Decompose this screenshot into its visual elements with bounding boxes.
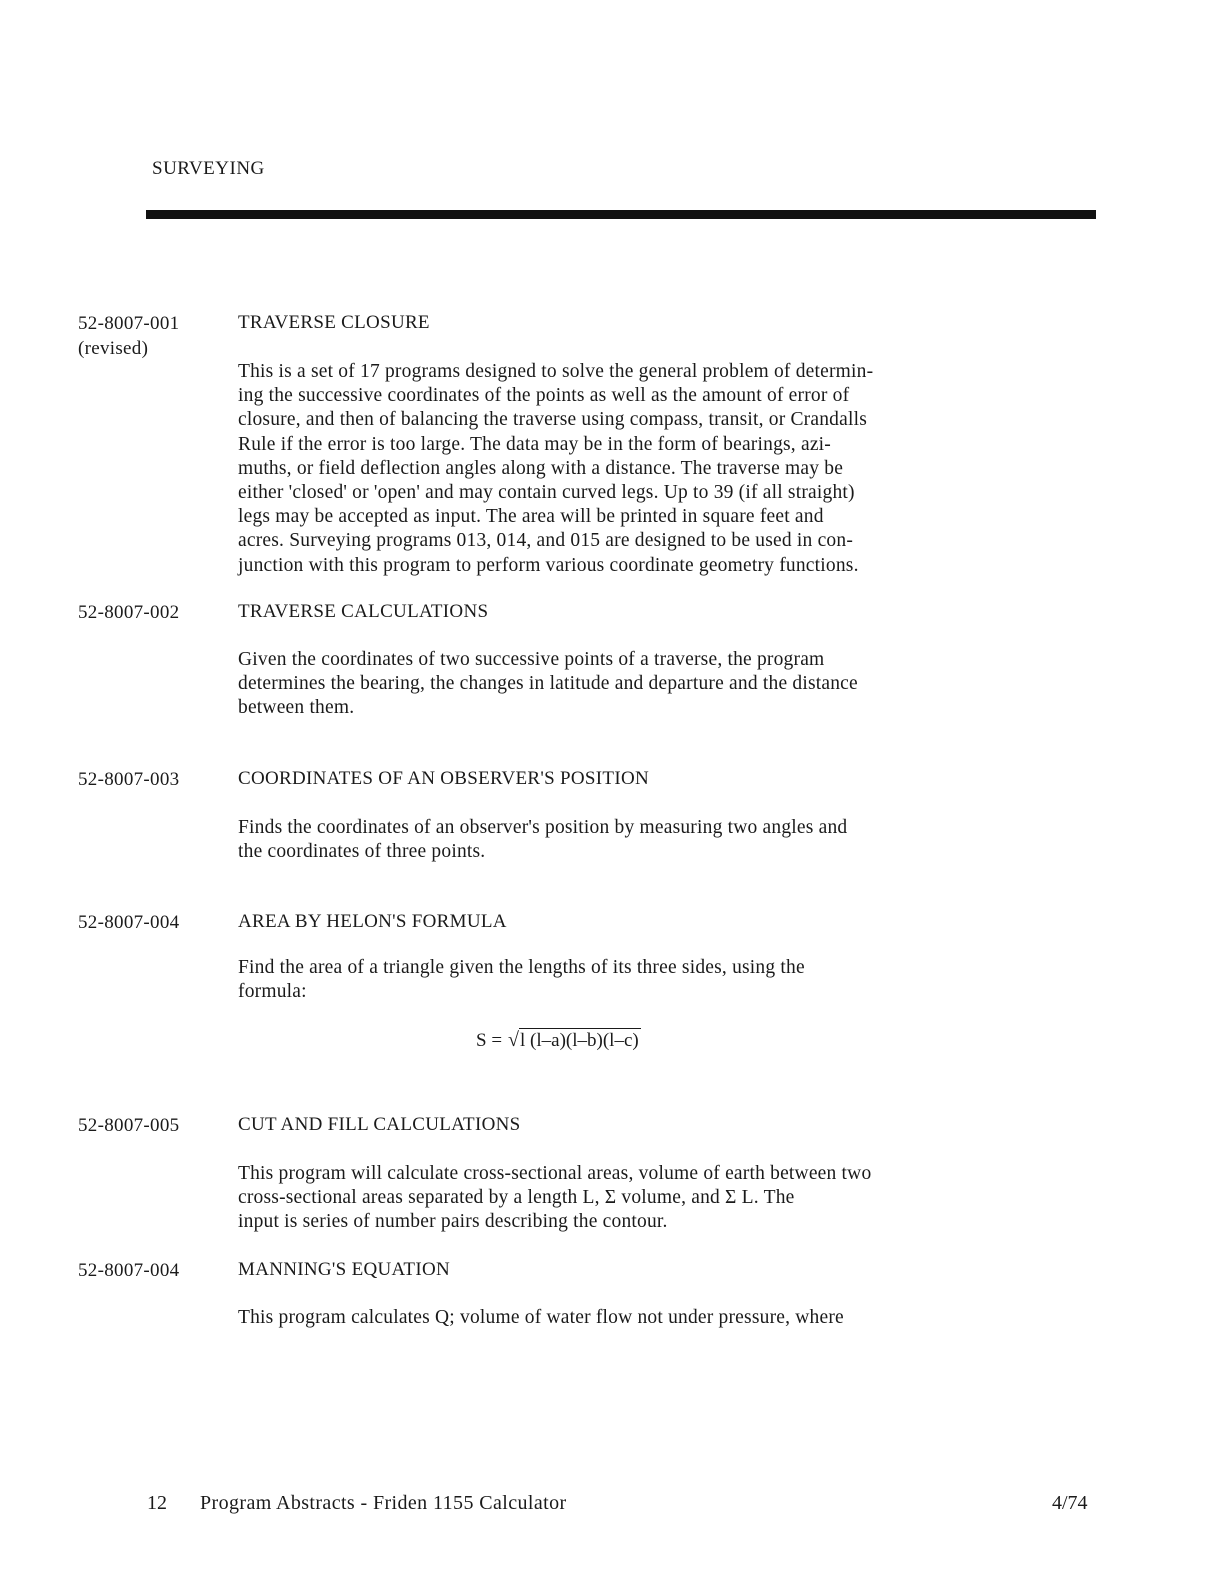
formula-lhs: S =	[476, 1030, 503, 1051]
entry-id: 52-8007-005	[78, 1115, 180, 1136]
entry-title: TRAVERSE CLOSURE	[238, 312, 430, 333]
entry-body: This program calculates Q; volume of water flow not under pressure, where	[238, 1307, 844, 1328]
entry-body: Finds the coordinates of an observer's position by measuring two angles and the coordinates of three points.	[238, 817, 848, 863]
entry-title: CUT AND FILL CALCULATIONS	[238, 1114, 521, 1135]
formula-radical-sign: √	[508, 1029, 520, 1051]
footer-publication-title: Program Abstracts - Friden 1155 Calculator	[200, 1492, 567, 1514]
heron-formula	[476, 1028, 641, 1052]
footer-date: 4/74	[1052, 1492, 1088, 1514]
entry-body: This program will calculate cross-sectional areas, volume of earth between two cross-sectional areas separated by a length L, Σ volume, and Σ L. The input is series of number pairs describing the contour.	[238, 1163, 872, 1233]
footer-page-number: 12	[147, 1492, 167, 1514]
entry-id: 52-8007-003	[78, 769, 180, 790]
entry-body: Given the coordinates of two successive points of a traverse, the program determines the bearing, the changes in latitude and departure and the distance between them.	[238, 649, 858, 719]
entry-body: Find the area of a triangle given the lengths of its three sides, using the formula:	[238, 957, 805, 1003]
formula-radicand: l (l–a)(l–b)(l–c)	[520, 1030, 639, 1051]
header-rule	[146, 210, 1096, 219]
entry-id: 52-8007-004	[78, 1260, 180, 1281]
entry-body: This is a set of 17 programs designed to solve the general problem of determin- ing the successive coordinates of the points as well as the amount of error of closure, and then of balancing the traverse using compass, transit, or Crandalls Rule if the error is too large. The data may be in the form of bearings, azi- muths, or field deflection angles along with a distance. The traverse may be either 'closed' or 'open' and may contain curved legs. Up to 39 (if all straight) legs may be accepted as input. The area will be printed in square feet and acres. Surveying programs 013, 014, and 015 are designed to be used in con- junction with this program to perform various coordinate geometry functions.	[238, 361, 874, 576]
entry-id: 52-8007-002	[78, 602, 180, 623]
entry-title: MANNING'S EQUATION	[238, 1259, 451, 1280]
section-title: SURVEYING	[152, 158, 265, 179]
entry-id: 52-8007-001	[78, 313, 180, 334]
entry-title: TRAVERSE CALCULATIONS	[238, 601, 489, 622]
entry-title: COORDINATES OF AN OBSERVER'S POSITION	[238, 768, 649, 789]
entry-id: 52-8007-004	[78, 912, 180, 933]
entry-title: AREA BY HELON'S FORMULA	[238, 911, 507, 932]
entry-id-note: (revised)	[78, 338, 149, 359]
